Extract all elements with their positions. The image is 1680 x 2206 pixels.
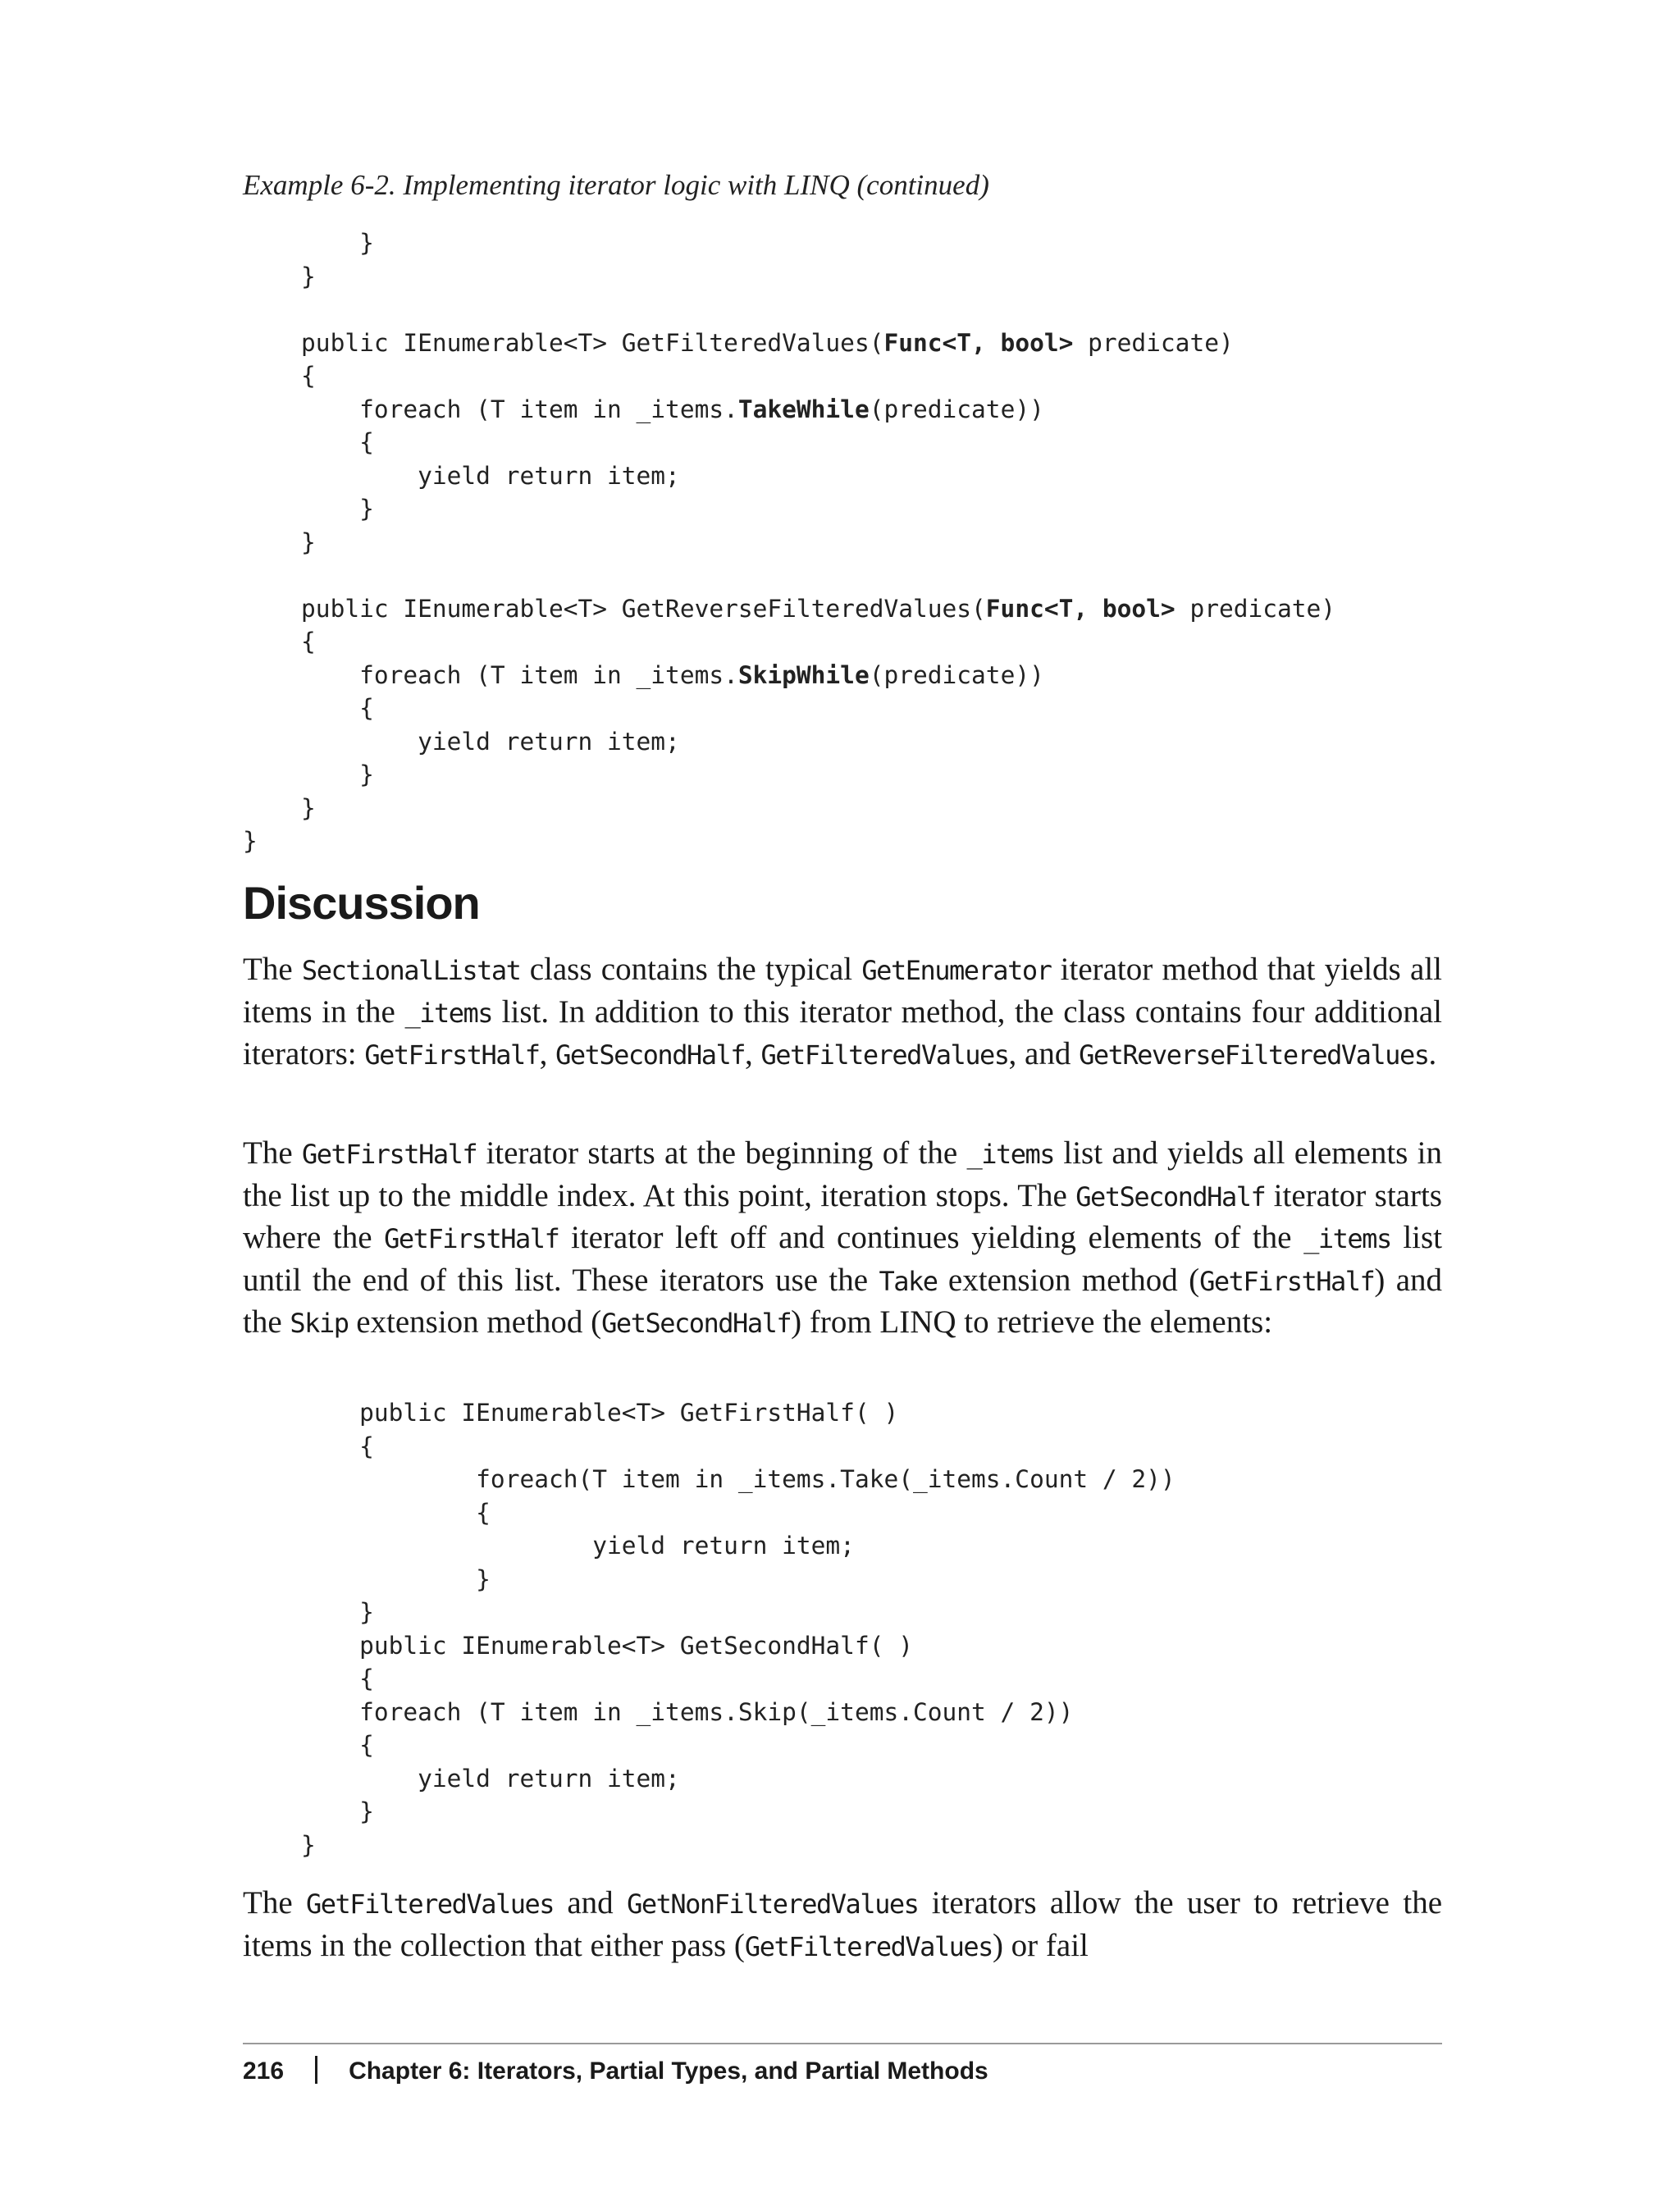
code-listing-2 — [243, 1396, 1176, 1861]
code-token: foreach (T item in _items. — [243, 660, 738, 689]
code-bold-token: Func<T, bool> — [883, 328, 1074, 357]
text-run: ) or fail — [992, 1927, 1089, 1963]
code-line: yield return item; — [243, 1532, 855, 1560]
code-line — [243, 625, 1335, 659]
text-run: . — [1428, 1036, 1437, 1071]
code-token: { — [243, 362, 316, 390]
code-line — [243, 260, 1335, 294]
code-line: } — [243, 1830, 316, 1859]
inline-code: GetReverseFilteredValues — [1079, 1039, 1429, 1071]
inline-code: _items — [404, 997, 493, 1029]
text-run: , — [745, 1036, 761, 1071]
code-line: { — [243, 1731, 374, 1759]
code-line: yield return item; — [243, 1764, 680, 1793]
text-run: , and — [1008, 1036, 1080, 1071]
paragraph-3 — [243, 1883, 1442, 1967]
inline-code: GetFirstHalf — [1199, 1265, 1375, 1297]
code-line — [243, 692, 1335, 725]
code-token: { — [243, 428, 374, 456]
code-line: } — [243, 1564, 491, 1593]
code-listing-1 — [243, 226, 1335, 858]
inline-code: Take — [879, 1265, 938, 1297]
inline-code: GetSecondHalf — [601, 1308, 792, 1339]
code-token: } — [243, 528, 316, 556]
code-token: public IEnumerable<T> GetFilteredValues( — [243, 328, 884, 357]
code-line: { — [243, 1498, 491, 1527]
code-bold-token: TakeWhile — [737, 395, 870, 423]
inline-code: GetFilteredValues — [744, 1930, 993, 1962]
code-line — [243, 459, 1335, 493]
code-line: } — [243, 1797, 374, 1825]
code-line — [243, 359, 1335, 393]
code-line — [243, 526, 1335, 559]
text-run: ) and the — [243, 1262, 1442, 1340]
code-line — [243, 226, 1335, 260]
inline-code: GetFirstHalf — [301, 1139, 477, 1170]
text-run: The — [243, 1135, 302, 1171]
code-token: } — [243, 760, 374, 788]
inline-code: GetSecondHalf — [555, 1039, 746, 1071]
code-line: public IEnumerable<T> GetFirstHalf( ) — [243, 1399, 899, 1427]
code-line — [243, 559, 1335, 592]
code-line — [243, 824, 1335, 858]
inline-code: GetFirstHalf — [364, 1039, 540, 1071]
text-run: iterators allow the user to retrieve the items in the collection that either pass ( — [243, 1885, 1443, 1963]
inline-code: GetFilteredValues — [306, 1889, 555, 1920]
code-line — [243, 659, 1335, 692]
text-run: , — [539, 1036, 556, 1071]
code-line: public IEnumerable<T> GetSecondHalf( ) — [243, 1631, 913, 1660]
code-token: yield return item; — [243, 461, 680, 490]
code-token: } — [243, 262, 316, 290]
code-token: public IEnumerable<T> GetReverseFilteredValues( — [243, 594, 986, 623]
text-run: list until the end of this list. These iterators use the — [243, 1220, 1442, 1298]
code-token: } — [243, 495, 374, 523]
code-token: { — [243, 694, 374, 722]
inline-code: Skip — [290, 1308, 349, 1339]
page-footer — [243, 2056, 988, 2085]
text-run: iterator left off and continues yielding elements of the — [559, 1220, 1304, 1255]
footer-rule — [243, 2043, 1442, 2044]
code-token: { — [243, 628, 316, 655]
example-caption: Example 6-2. Implementing iterator logic with LINQ (continued) — [243, 169, 989, 201]
code-line — [243, 792, 1335, 825]
text-run: The — [243, 1885, 306, 1921]
text-run: iterator starts at the beginning of the — [477, 1135, 967, 1171]
text-run: ) from LINQ to retrieve the elements: — [791, 1304, 1273, 1340]
code-line — [243, 327, 1335, 360]
code-token: } — [243, 793, 316, 822]
code-token: (predicate)) — [869, 395, 1044, 423]
text-run: class contains the typical — [520, 952, 862, 987]
text-run: The — [243, 952, 302, 987]
inline-code: GetFilteredValues — [760, 1039, 1009, 1071]
text-run: extension method ( — [348, 1304, 602, 1340]
code-token: } — [243, 827, 258, 855]
paragraph-1 — [243, 949, 1442, 1076]
inline-code: GetFirstHalf — [384, 1223, 559, 1254]
text-run: extension method ( — [937, 1262, 1200, 1298]
code-line: foreach(T item in _items.Take(_items.Count / 2)) — [243, 1465, 1176, 1493]
inline-code: SectionalListat — [301, 955, 521, 986]
code-line: foreach (T item in _items.Skip(_items.Count / 2)) — [243, 1697, 1074, 1726]
code-token: predicate) — [1175, 594, 1336, 623]
footer-separator — [315, 2056, 317, 2084]
chapter-title: Chapter 6: Iterators, Partial Types, and Partial Methods — [349, 2058, 988, 2085]
inline-code: GetEnumerator — [861, 955, 1052, 986]
text-run: iterator starts where the — [243, 1177, 1442, 1255]
text-run: list and yields all elements in the list up to the middle index. At this point, iteration stops. The — [243, 1135, 1442, 1213]
code-token: foreach (T item in _items. — [243, 395, 738, 423]
code-line — [243, 426, 1335, 459]
code-token: predicate) — [1073, 328, 1234, 357]
paragraph-2 — [243, 1133, 1442, 1345]
code-line — [243, 592, 1335, 626]
code-token: } — [243, 229, 374, 257]
inline-code: GetSecondHalf — [1075, 1181, 1266, 1213]
code-line: { — [243, 1432, 374, 1460]
text-run: list. In addition to this iterator method, the class contains four additional iterators: — [243, 993, 1442, 1071]
code-token: yield return item; — [243, 727, 680, 756]
text-run: and — [554, 1885, 628, 1921]
inline-code: GetNonFilteredValues — [627, 1889, 919, 1920]
inline-code: _items — [1303, 1223, 1391, 1254]
code-token: (predicate)) — [869, 660, 1044, 689]
code-bold-token: Func<T, bool> — [985, 594, 1176, 623]
page-number: 216 — [243, 2058, 285, 2085]
section-heading: Discussion — [243, 877, 480, 929]
code-line — [243, 393, 1335, 427]
code-line: } — [243, 1598, 374, 1626]
code-line — [243, 758, 1335, 792]
code-bold-token: SkipWhile — [737, 660, 870, 689]
inline-code: _items — [966, 1139, 1055, 1170]
code-line — [243, 492, 1335, 526]
text-run: iterator method that yields all items in the — [243, 952, 1442, 1030]
code-line: { — [243, 1665, 374, 1692]
code-line — [243, 293, 1335, 327]
code-line — [243, 725, 1335, 759]
